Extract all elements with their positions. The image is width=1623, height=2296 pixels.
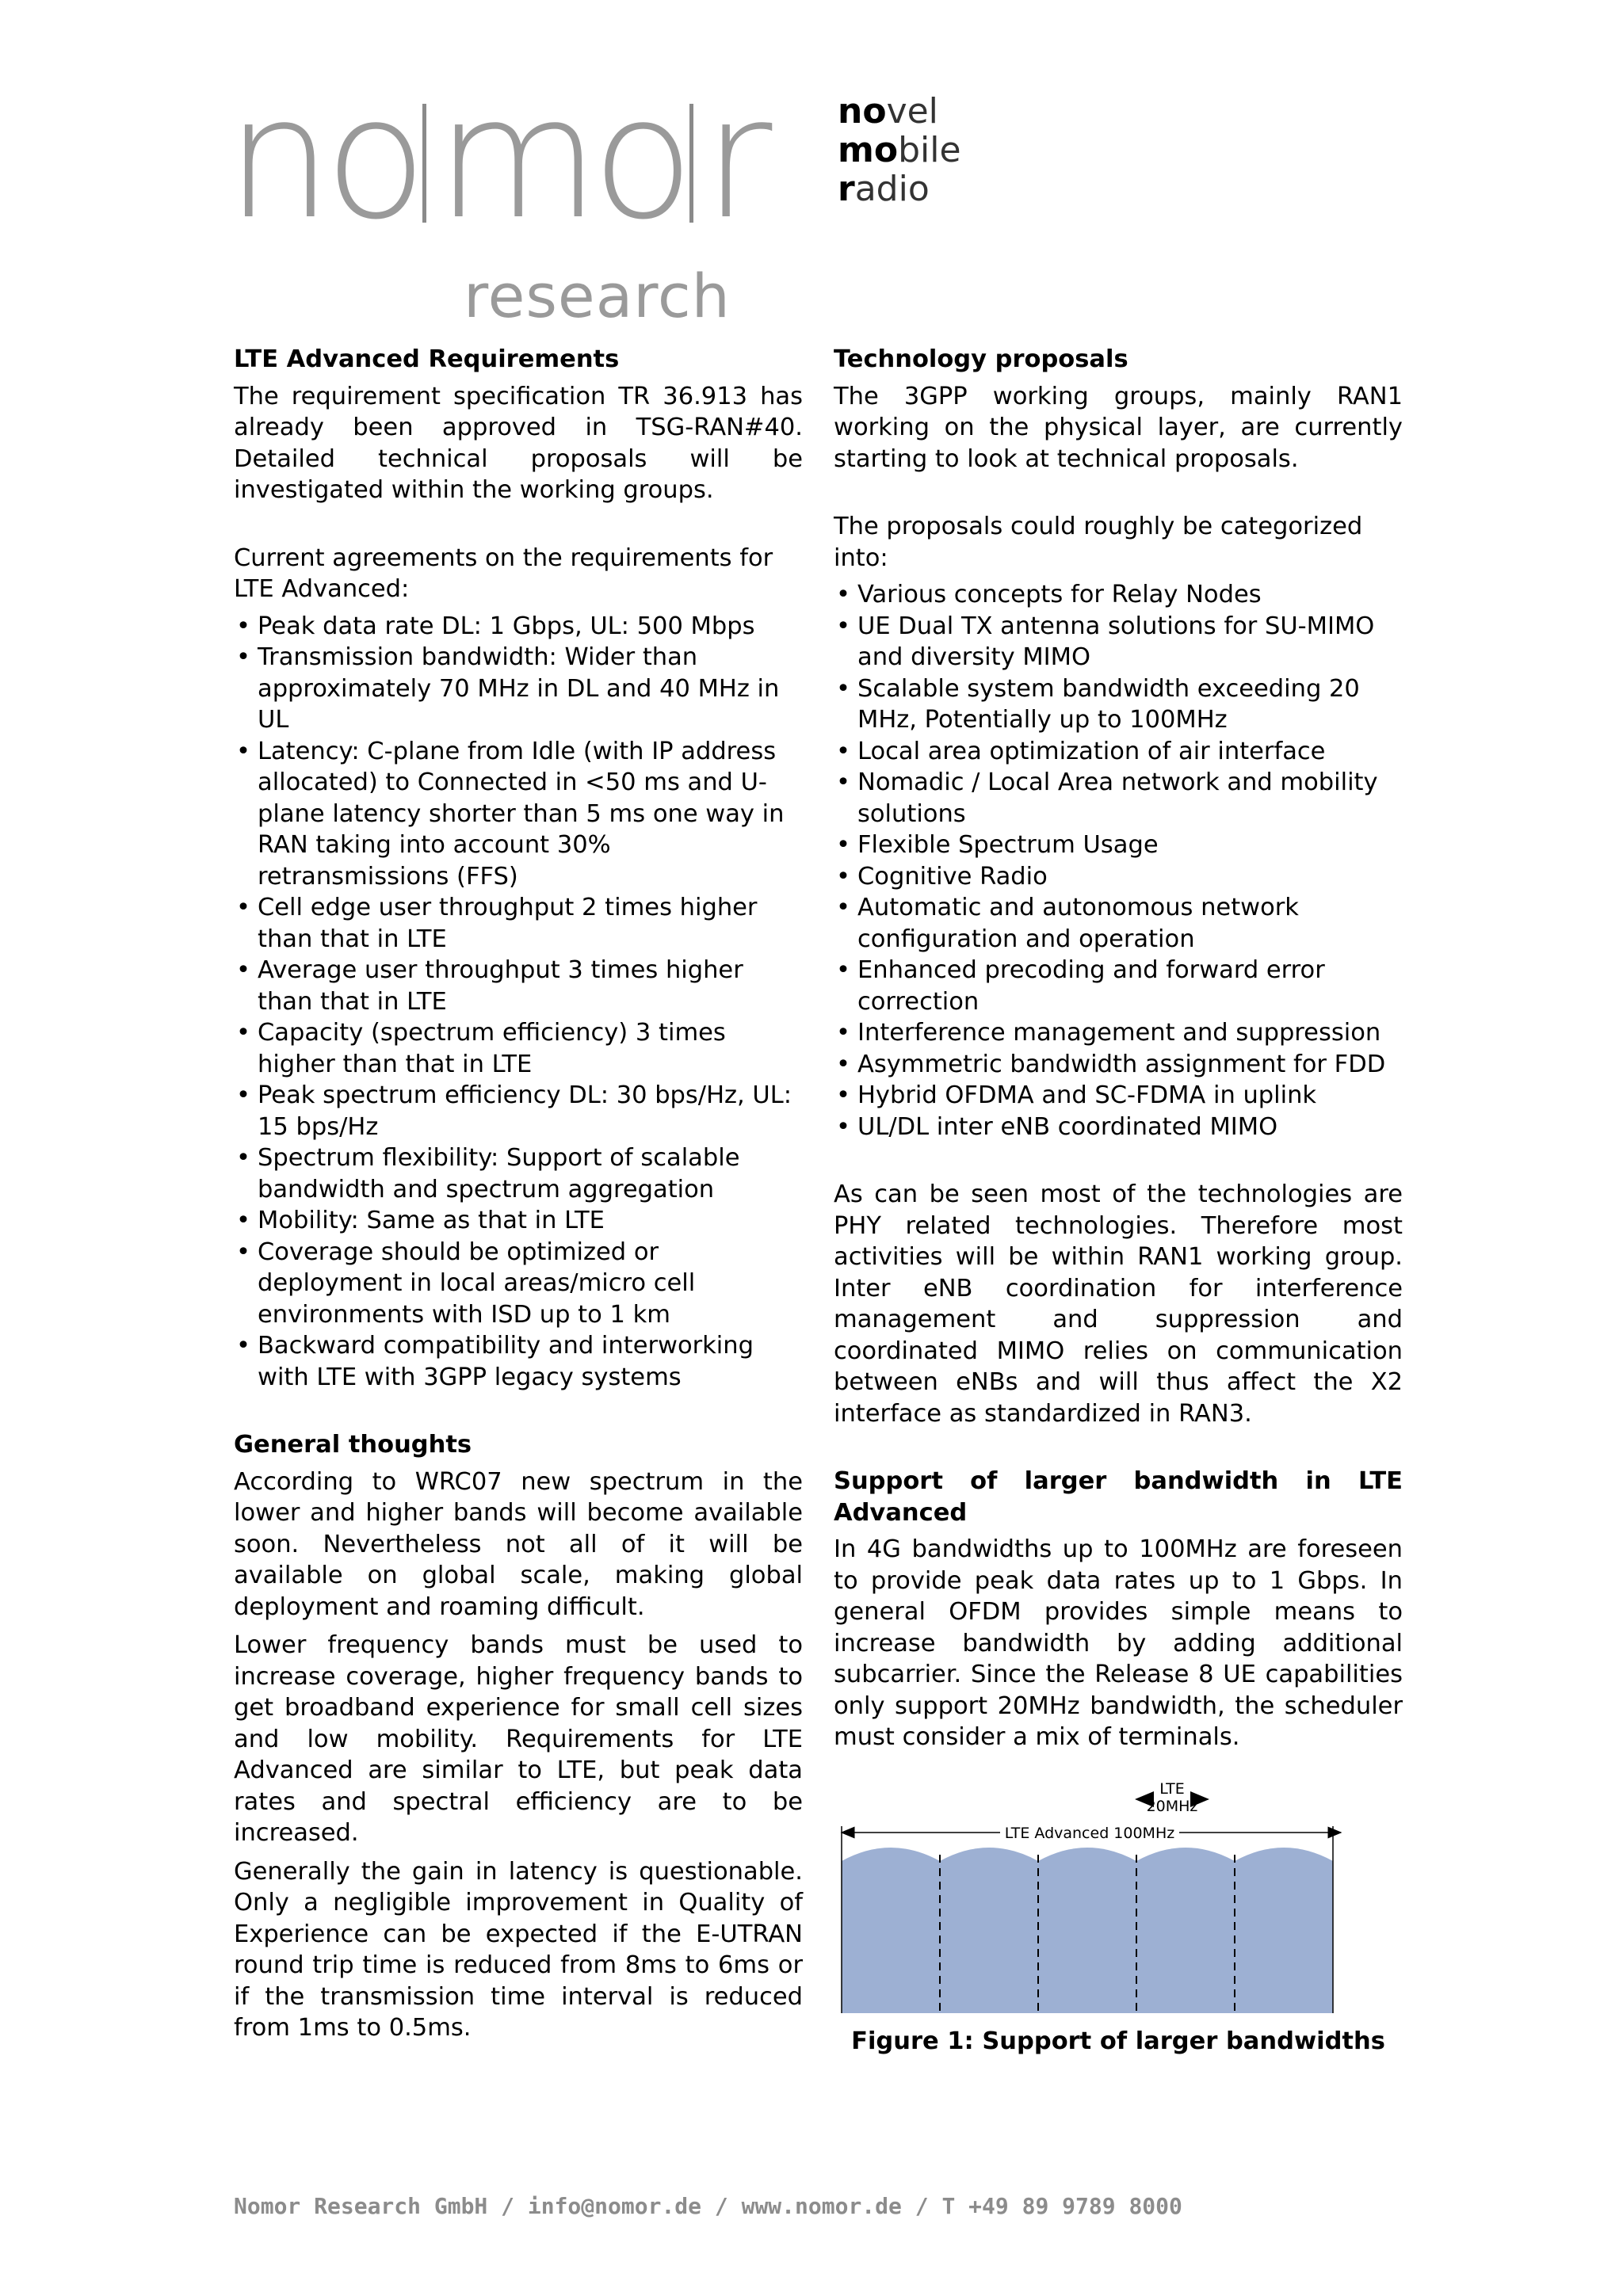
logo-subtitle: research [464, 261, 731, 331]
tagline-line: radio [838, 169, 930, 209]
list-item: • Transmission bandwidth: Wider than approximately 70 MHz in DL and 40 MHz in UL [234, 642, 803, 736]
list-item: • Automatic and autonomous network configuration and operation [834, 892, 1403, 955]
list-item: • Coverage should be optimized or deployment in local areas/micro cell environments with ISD up to 1 km [234, 1237, 803, 1331]
agreements-intro: Current agreements on the requirements for LTE Advanced: [234, 543, 773, 603]
list-item: • Spectrum flexibility: Support of scalable bandwidth and spectrum aggregation [234, 1142, 803, 1205]
bandwidth-text: In 4G bandwidths up to 100MHz are foreseen to provide peak data rates up to 1 Gbps. In general OFDM provides simple means to increase bandwidth by adding additional subcarrier. Since the Release 8 UE capabilities only support 20MHz bandwidth, the scheduler must consider a mix of terminals. [834, 1535, 1403, 1751]
list-item: • Enhanced precoding and forward error correction [834, 955, 1403, 1017]
categories-intro: The proposals could roughly be categorized into: [834, 513, 1363, 572]
advanced-label: LTE Advanced 100MHz [1004, 1824, 1175, 1842]
carrier-block [1235, 1848, 1333, 2013]
right-column [834, 344, 1403, 2057]
requirements-intro: The requirement specification TR 36.913 has already been approved in TSG-RAN#40. Detailed technical proposals will be investigated within the working groups. [234, 382, 803, 504]
left-column [234, 344, 803, 2044]
requirements-heading: LTE Advanced Requirements [234, 345, 620, 373]
proposals-list [834, 579, 1403, 1142]
lte-label-line2: 20MHz [1146, 1797, 1198, 1815]
general-thoughts-paragraph: Lower frequency bands must be used to increase coverage, higher frequency bands to get broadband experience for small cell sizes and low mobility. Requirements for LTE Advanced are similar to LTE, but peak data rates and spectral efficiency are to be increased. [234, 1631, 803, 1847]
logo-separator [689, 104, 693, 223]
list-item: • Peak spectrum efficiency DL: 30 bps/Hz, UL: 15 bps/Hz [234, 1080, 803, 1142]
list-item: • Latency: C-plane from Idle (with IP address allocated) to Connected in <50 ms and U-plane latency shorter than 5 ms one way in RAN taking into account 30% retransmissions (FFS) [234, 736, 803, 893]
logo-letters-no: no [226, 60, 420, 256]
technology-conclusion: As can be seen most of the technologies are PHY related technologies. Therefore most activities will be within RAN1 working group. Inter eNB coordination for interference management and suppression and coordinated MIMO relies on communication between eNBs and will thus affect the X2 interface as standardized in RAN3. [834, 1180, 1403, 1428]
carrier-block [1038, 1848, 1136, 2013]
list-item: • Scalable system bandwidth exceeding 20 MHz, Potentially up to 100MHz [834, 673, 1403, 736]
list-item: • UE Dual TX antenna solutions for SU-MIMO and diversity MIMO [834, 611, 1403, 673]
list-item: • Nomadic / Local Area network and mobility solutions [834, 767, 1403, 830]
footer-contact: Nomor Research GmbH / info@nomor.de / www.nomor.de / T +49 89 9789 8000 [234, 2193, 1182, 2219]
requirements-list [234, 611, 803, 1394]
list-item: • Interference management and suppression [834, 1017, 1403, 1049]
list-item: • UL/DL inter eNB coordinated MIMO [834, 1112, 1403, 1143]
list-item: • Average user throughput 3 times higher than that in LTE [234, 955, 803, 1017]
logo-separator [422, 104, 426, 223]
general-thoughts-paragraph: Generally the gain in latency is questionable. Only a negligible improvement in Quality of Experience can be expected if the E-UTRAN round trip time is reduced from 8ms to 6ms or if the transmission time interval is reduced from 1ms to 0.5ms. [234, 1857, 803, 2042]
carrier-block [842, 1848, 940, 2013]
list-item: • Flexible Spectrum Usage [834, 830, 1403, 861]
carrier-block [1136, 1848, 1235, 2013]
list-item: • Local area optimization of air interface [834, 736, 1403, 768]
list-item: • Hybrid OFDMA and SC-FDMA in uplink [834, 1080, 1403, 1112]
logo-letters-mo: mo [436, 60, 687, 256]
list-item: • Cell edge user throughput 2 times higher than that in LTE [234, 892, 803, 955]
list-item: • Asymmetric bandwidth assignment for FDD [834, 1049, 1403, 1081]
technology-intro: The 3GPP working groups, mainly RAN1 working on the physical layer, are currently starting to look at technical proposals. [834, 382, 1403, 473]
bandwidth-heading: Support of larger bandwidth in LTE Advanced [834, 1467, 1403, 1527]
logo-tagline [838, 92, 961, 208]
bandwidth-diagram [834, 1761, 1403, 2023]
company-logo [226, 60, 987, 331]
carrier-block [940, 1848, 1038, 2013]
list-item: • Mobility: Same as that in LTE [234, 1205, 803, 1237]
logo-wordmark [226, 60, 765, 256]
tagline-line: novel [838, 91, 938, 132]
figure-caption: Figure 1: Support of larger bandwidths [851, 2027, 1385, 2055]
technology-heading: Technology proposals [834, 345, 1128, 373]
list-item: • Peak data rate DL: 1 Gbps, UL: 500 Mbps [234, 611, 803, 643]
general-thoughts-paragraph: According to WRC07 new spectrum in the lower and higher bands will become available soon. Nevertheless not all of it will be available on global scale, making global deployment and roaming difficult. [234, 1467, 803, 1621]
bandwidth-figure [834, 1761, 1403, 2023]
tagline-line: mobile [838, 130, 961, 170]
logo-letters-r: r [703, 60, 765, 256]
list-item: • Cognitive Radio [834, 861, 1403, 893]
list-item: • Capacity (spectrum efficiency) 3 times higher than that in LTE [234, 1017, 803, 1080]
lte-label-line1: LTE [1159, 1779, 1185, 1798]
list-item: • Various concepts for Relay Nodes [834, 579, 1403, 611]
general-thoughts-heading: General thoughts [234, 1431, 472, 1459]
carrier-blocks [842, 1848, 1333, 2013]
list-item: • Backward compatibility and interworking with LTE with 3GPP legacy systems [234, 1330, 803, 1393]
